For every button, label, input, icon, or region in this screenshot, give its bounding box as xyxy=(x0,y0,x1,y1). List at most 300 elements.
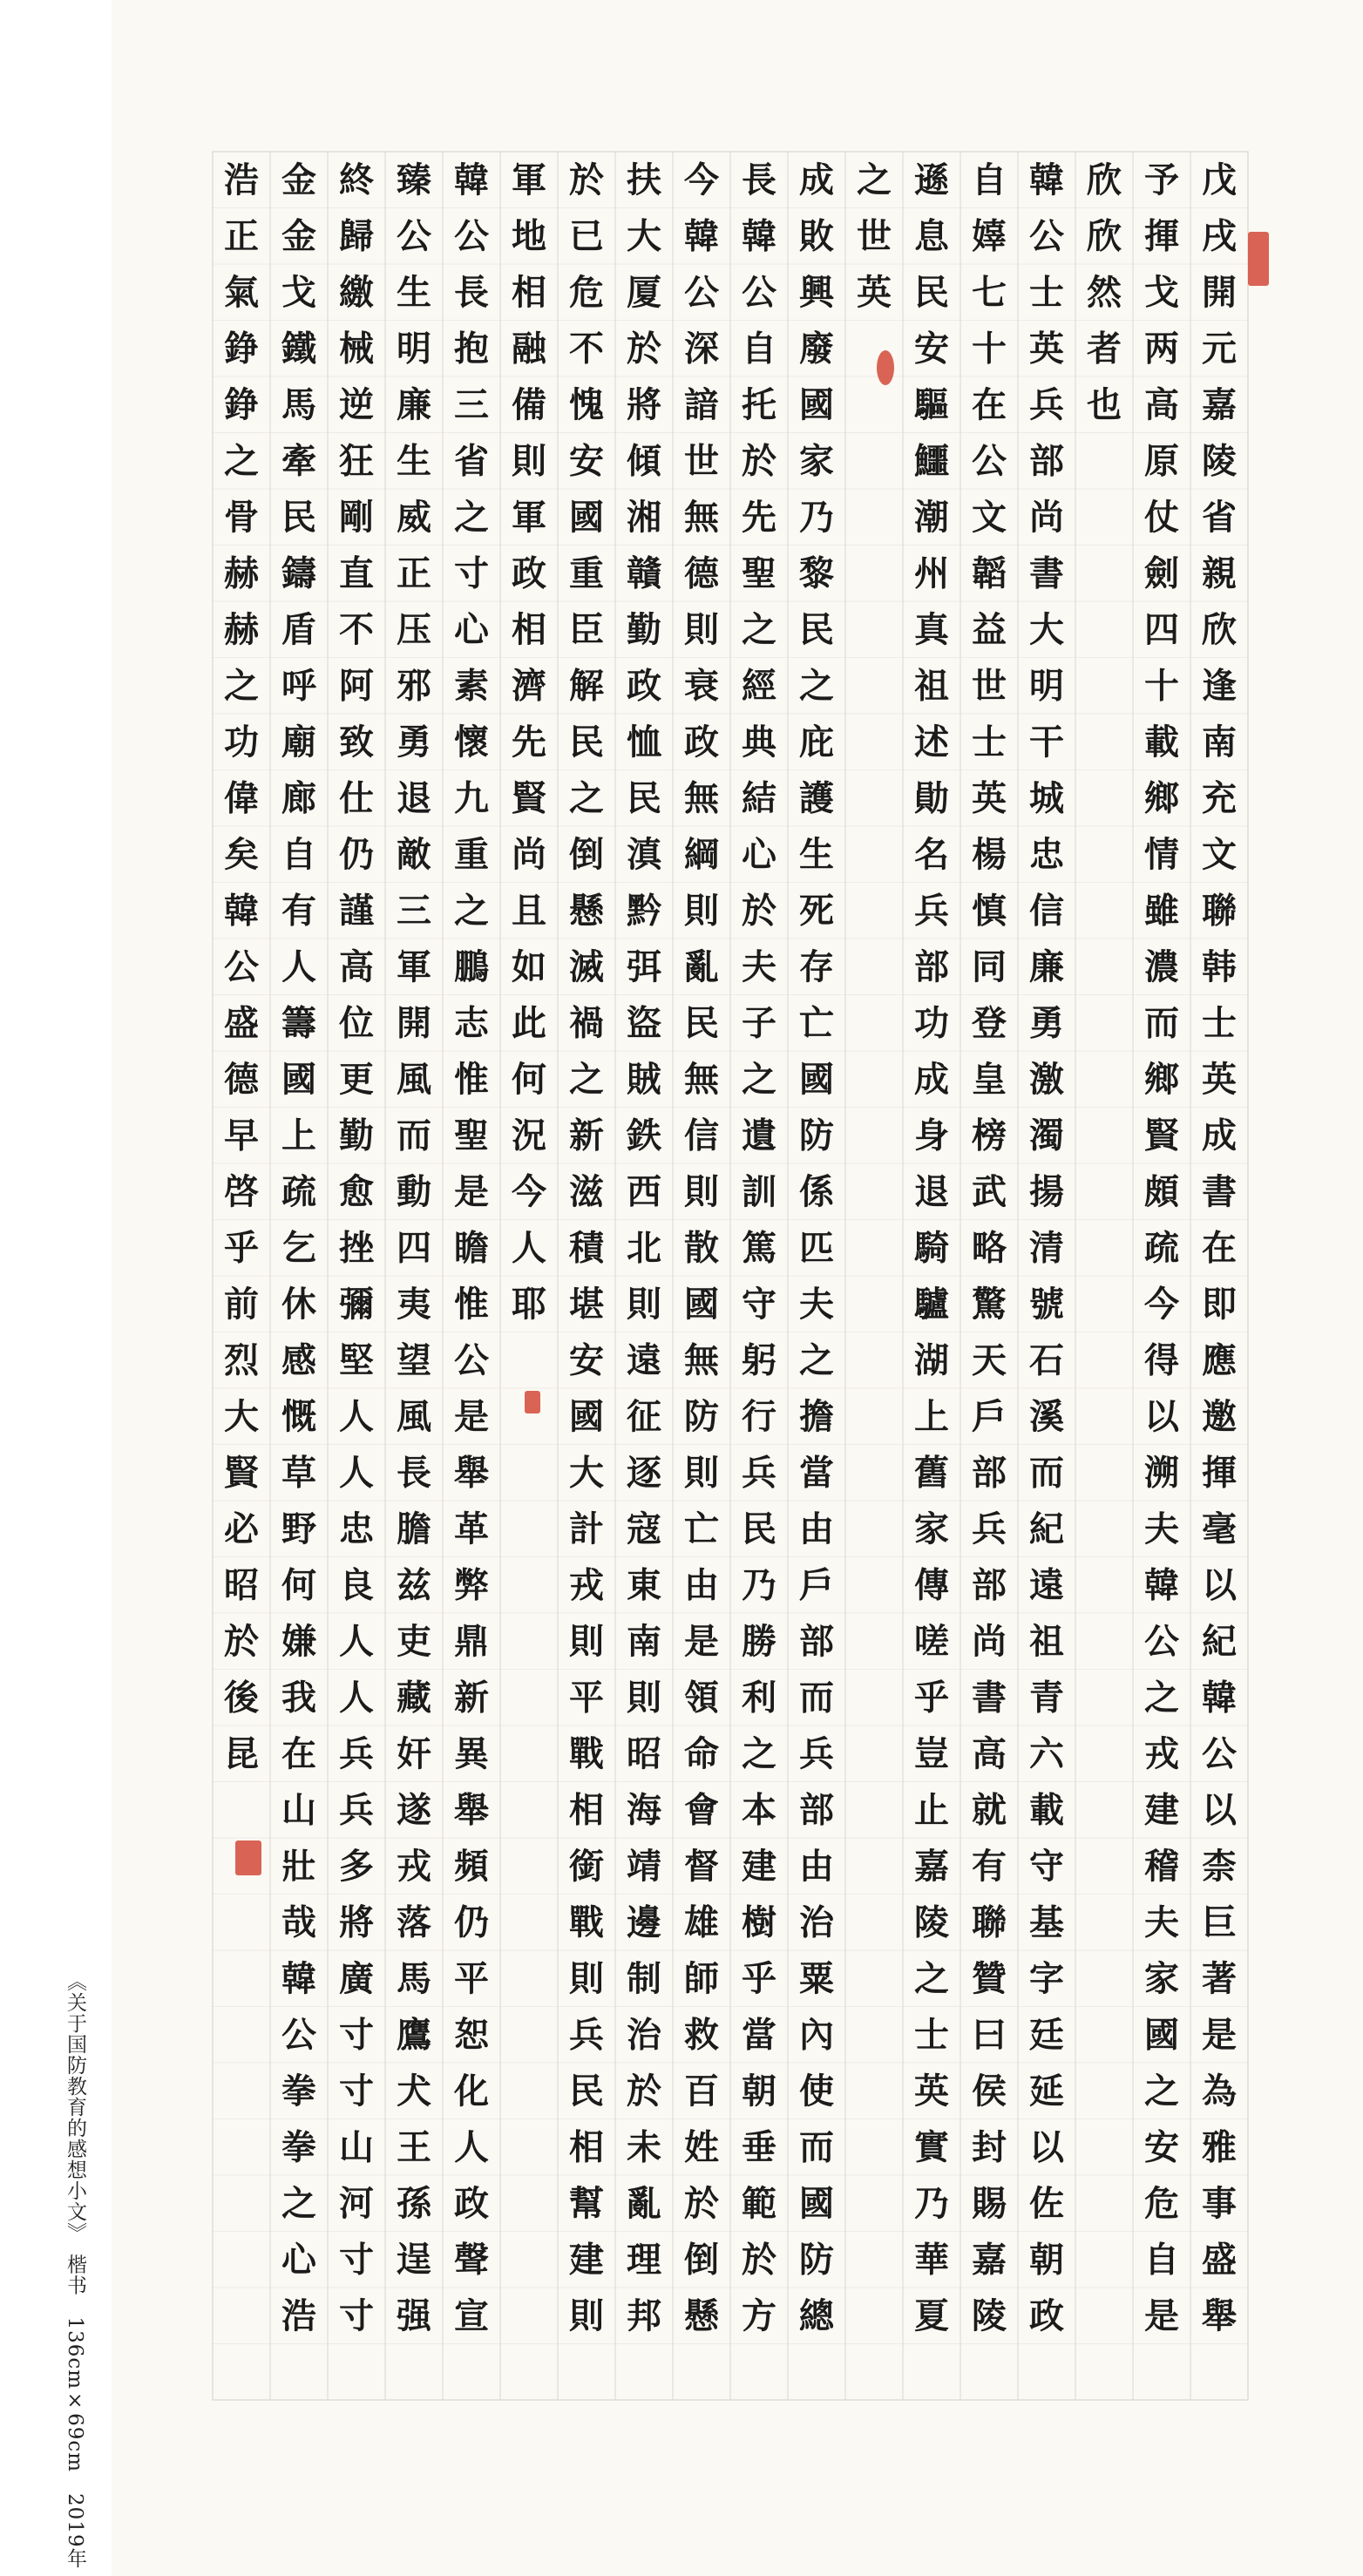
calligraphy-character: 述 xyxy=(914,721,949,763)
calligraphy-character: 韓 xyxy=(742,215,776,257)
calligraphy-character: 融 xyxy=(512,328,546,369)
calligraphy-character: 於 xyxy=(627,328,661,369)
calligraphy-character: 早 xyxy=(224,1115,259,1156)
calligraphy-character: 西 xyxy=(627,1170,661,1212)
calligraphy-character: 偉 xyxy=(224,777,259,819)
calligraphy-character: 寸 xyxy=(339,2070,374,2112)
calligraphy-character: 綱 xyxy=(684,833,719,875)
calligraphy-character: 相 xyxy=(512,608,546,650)
calligraphy-character: 而 xyxy=(397,1115,431,1156)
calligraphy-character: 賢 xyxy=(1144,1115,1179,1156)
calligraphy-character: 繳 xyxy=(339,271,374,313)
calligraphy-character: 政 xyxy=(454,2182,489,2224)
calligraphy-character: 平 xyxy=(569,1677,604,1718)
calligraphy-character: 止 xyxy=(914,1789,949,1831)
calligraphy-character: 利 xyxy=(742,1677,776,1718)
calligraphy-character: 陵 xyxy=(1202,440,1237,482)
calligraphy-character: 平 xyxy=(454,1957,489,1999)
calligraphy-character: 以 xyxy=(1202,1789,1237,1831)
calligraphy-character: 狂 xyxy=(339,440,374,482)
calligraphy-character: 何 xyxy=(512,1058,546,1100)
calligraphy-character: 終 xyxy=(339,159,374,200)
calligraphy-character: 两 xyxy=(1144,328,1179,369)
calligraphy-character: 邀 xyxy=(1202,1395,1237,1437)
calligraphy-character: 之 xyxy=(742,1058,776,1100)
calligraphy-character: 亡 xyxy=(684,1508,719,1549)
calligraphy-character: 矣 xyxy=(224,833,259,875)
calligraphy-character: 疏 xyxy=(281,1170,316,1212)
calligraphy-character: 之 xyxy=(454,496,489,538)
calligraphy-character: 仕 xyxy=(339,777,374,819)
calligraphy-character: 山 xyxy=(339,2126,374,2168)
calligraphy-character: 禍 xyxy=(569,1002,604,1044)
calligraphy-character: 人 xyxy=(339,1620,374,1662)
calligraphy-character: 聲 xyxy=(454,2239,489,2281)
calligraphy-character: 兵 xyxy=(339,1789,374,1831)
calligraphy-character: 謹 xyxy=(339,890,374,932)
calligraphy-character: 乎 xyxy=(914,1677,949,1718)
calligraphy-character: 托 xyxy=(742,383,776,425)
calligraphy-character: 吏 xyxy=(397,1620,431,1662)
calligraphy-character: 揮 xyxy=(1202,1452,1237,1494)
calligraphy-character: 海 xyxy=(627,1789,661,1831)
calligraphy-character: 公 xyxy=(224,946,259,987)
calligraphy-character: 遠 xyxy=(1029,1564,1064,1606)
calligraphy-character: 係 xyxy=(799,1170,834,1212)
calligraphy-character: 鷹 xyxy=(397,2014,431,2056)
calligraphy-character: 者 xyxy=(1087,328,1122,369)
calligraphy-character: 是 xyxy=(1144,2295,1179,2336)
calligraphy-character: 黎 xyxy=(799,552,834,594)
calligraphy-character: 驚 xyxy=(972,1283,1007,1325)
calligraphy-character: 北 xyxy=(627,1227,661,1269)
calligraphy-character: 名 xyxy=(914,833,949,875)
calligraphy-character: 湖 xyxy=(914,1339,949,1381)
calligraphy-character: 奸 xyxy=(397,1732,431,1774)
calligraphy-character: 威 xyxy=(397,496,431,538)
calligraphy-character: 士 xyxy=(1029,271,1064,313)
calligraphy-character: 敵 xyxy=(397,833,431,875)
calligraphy-character: 志 xyxy=(454,1002,489,1044)
calligraphy-character: 舉 xyxy=(454,1452,489,1494)
calligraphy-character: 七 xyxy=(972,271,1007,313)
calligraphy-character: 山 xyxy=(281,1789,316,1831)
calligraphy-character: 四 xyxy=(397,1227,431,1269)
calligraphy-character: 勛 xyxy=(914,777,949,819)
calligraphy-character: 得 xyxy=(1144,1339,1179,1381)
calligraphy-character: 挫 xyxy=(339,1227,374,1269)
calligraphy-character: 大 xyxy=(1029,608,1064,650)
calligraphy-character: 相 xyxy=(569,2126,604,2168)
artwork-caption: 《关于国防教育的感想小文》 楷书 136cm×69cm 2019年 xyxy=(64,1971,86,2569)
calligraphy-character: 子 xyxy=(742,1002,776,1044)
calligraphy-character: 部 xyxy=(972,1564,1007,1606)
calligraphy-character: 重 xyxy=(454,833,489,875)
calligraphy-character: 兵 xyxy=(569,2014,604,2056)
calligraphy-character: 孫 xyxy=(397,2182,431,2224)
calligraphy-character: 氣 xyxy=(224,271,259,313)
calligraphy-character: 世 xyxy=(857,215,892,257)
calligraphy-character: 新 xyxy=(454,1677,489,1718)
calligraphy-character: 英 xyxy=(1202,1058,1237,1100)
calligraphy-character: 嘉 xyxy=(972,2239,1007,2281)
calligraphy-character: 必 xyxy=(224,1508,259,1549)
calligraphy-character: 之 xyxy=(742,1732,776,1774)
calligraphy-character: 河 xyxy=(339,2182,374,2224)
calligraphy-character: 三 xyxy=(454,383,489,425)
calligraphy-character: 遜 xyxy=(914,159,949,200)
calligraphy-character: 鐵 xyxy=(281,328,316,369)
calligraphy-character: 相 xyxy=(512,271,546,313)
calligraphy-character: 压 xyxy=(397,608,431,650)
calligraphy-character: 於 xyxy=(742,890,776,932)
calligraphy-character: 良 xyxy=(339,1564,374,1606)
calligraphy-character: 揚 xyxy=(1029,1170,1064,1212)
calligraphy-character: 疏 xyxy=(1144,1227,1179,1269)
calligraphy-character: 韓 xyxy=(684,215,719,257)
calligraphy-character: 戶 xyxy=(972,1395,1007,1437)
calligraphy-character: 錚 xyxy=(224,328,259,369)
calligraphy-character: 公 xyxy=(684,271,719,313)
calligraphy-character: 成 xyxy=(1202,1115,1237,1156)
calligraphy-character: 退 xyxy=(914,1170,949,1212)
calligraphy-character: 厦 xyxy=(627,271,661,313)
calligraphy-character: 國 xyxy=(569,1395,604,1437)
calligraphy-character: 散 xyxy=(684,1227,719,1269)
calligraphy-character: 昭 xyxy=(224,1564,259,1606)
calligraphy-character: 存 xyxy=(799,946,834,987)
calligraphy-character: 高 xyxy=(339,946,374,987)
calligraphy-character: 生 xyxy=(799,833,834,875)
calligraphy-character: 然 xyxy=(1087,271,1122,313)
calligraphy-character: 新 xyxy=(569,1115,604,1156)
calligraphy-character: 賜 xyxy=(972,2182,1007,2224)
calligraphy-character: 逞 xyxy=(397,2239,431,2281)
calligraphy-character: 使 xyxy=(799,2070,834,2112)
calligraphy-character: 溯 xyxy=(1144,1452,1179,1494)
calligraphy-character: 風 xyxy=(397,1395,431,1437)
calligraphy-character: 省 xyxy=(1202,496,1237,538)
calligraphy-character: 如 xyxy=(512,946,546,987)
calligraphy-character: 青 xyxy=(1029,1677,1064,1718)
calligraphy-character: 乞 xyxy=(281,1227,316,1269)
calligraphy-character: 百 xyxy=(684,2070,719,2112)
calligraphy-character: 聖 xyxy=(454,1115,489,1156)
calligraphy-character: 鄉 xyxy=(1144,1058,1179,1100)
calligraphy-character: 城 xyxy=(1029,777,1064,819)
calligraphy-character: 退 xyxy=(397,777,431,819)
calligraphy-character: 頗 xyxy=(1144,1170,1179,1212)
calligraphy-character: 今 xyxy=(512,1170,546,1212)
calligraphy-character: 欣 xyxy=(1087,159,1122,200)
calligraphy-character: 安 xyxy=(914,328,949,369)
calligraphy-character: 治 xyxy=(627,2014,661,2056)
calligraphy-character: 赫 xyxy=(224,608,259,650)
calligraphy-character: 大 xyxy=(569,1452,604,1494)
calligraphy-character: 遠 xyxy=(627,1339,661,1381)
calligraphy-character: 樹 xyxy=(742,1901,776,1943)
calligraphy-character: 危 xyxy=(1144,2182,1179,2224)
calligraphy-character: 乃 xyxy=(799,496,834,538)
calligraphy-character: 韩 xyxy=(1202,946,1237,987)
calligraphy-character: 內 xyxy=(799,2014,834,2056)
calligraphy-character: 自 xyxy=(281,833,316,875)
calligraphy-character: 是 xyxy=(1202,2014,1237,2056)
calligraphy-character: 充 xyxy=(1202,777,1237,819)
calligraphy-character: 逐 xyxy=(627,1452,661,1494)
calligraphy-character: 浩 xyxy=(281,2295,316,2336)
calligraphy-character: 訓 xyxy=(742,1170,776,1212)
calligraphy-character: 乎 xyxy=(742,1957,776,1999)
calligraphy-character: 而 xyxy=(799,2126,834,2168)
calligraphy-character: 寇 xyxy=(627,1508,661,1549)
calligraphy-character: 廢 xyxy=(799,328,834,369)
calligraphy-character: 號 xyxy=(1029,1283,1064,1325)
calligraphy-character: 行 xyxy=(742,1395,776,1437)
calligraphy-character: 世 xyxy=(972,665,1007,707)
calligraphy-character: 德 xyxy=(684,552,719,594)
calligraphy-character: 人 xyxy=(339,1452,374,1494)
calligraphy-character: 建 xyxy=(569,2239,604,2281)
calligraphy-character: 長 xyxy=(742,159,776,200)
calligraphy-character: 篤 xyxy=(742,1227,776,1269)
calligraphy-character: 稽 xyxy=(1144,1845,1179,1887)
calligraphy-character: 贛 xyxy=(627,552,661,594)
calligraphy-character: 亡 xyxy=(799,1002,834,1044)
calligraphy-character: 將 xyxy=(627,383,661,425)
calligraphy-character: 州 xyxy=(914,552,949,594)
calligraphy-character: 於 xyxy=(742,2239,776,2281)
calligraphy-character: 師 xyxy=(684,1957,719,1999)
calligraphy-character: 廊 xyxy=(281,777,316,819)
calligraphy-character: 盛 xyxy=(224,1002,259,1044)
calligraphy-character: 諳 xyxy=(684,383,719,425)
calligraphy-character: 潮 xyxy=(914,496,949,538)
calligraphy-character: 征 xyxy=(627,1395,661,1437)
calligraphy-character: 惟 xyxy=(454,1283,489,1325)
calligraphy-character: 國 xyxy=(799,383,834,425)
calligraphy-character: 自 xyxy=(742,328,776,369)
calligraphy-character: 兵 xyxy=(799,1732,834,1774)
calligraphy-character: 舉 xyxy=(454,1789,489,1831)
calligraphy-character: 護 xyxy=(799,777,834,819)
calligraphy-character: 之 xyxy=(281,2182,316,2224)
calligraphy-character: 著 xyxy=(1202,1957,1237,1999)
calligraphy-character: 滋 xyxy=(569,1170,604,1212)
calligraphy-character: 明 xyxy=(1029,665,1064,707)
calligraphy-character: 則 xyxy=(684,1452,719,1494)
calligraphy-character: 戎 xyxy=(1144,1732,1179,1774)
calligraphy-character: 之 xyxy=(914,1957,949,1999)
calligraphy-character: 自 xyxy=(1144,2239,1179,2281)
calligraphy-character: 戌 xyxy=(1202,215,1237,257)
calligraphy-character: 親 xyxy=(1202,552,1237,594)
calligraphy-character: 英 xyxy=(914,2070,949,2112)
calligraphy-character: 廟 xyxy=(281,721,316,763)
calligraphy-character: 乃 xyxy=(914,2182,949,2224)
calligraphy-character: 士 xyxy=(914,2014,949,2056)
calligraphy-character: 人 xyxy=(339,1677,374,1718)
calligraphy-character: 民 xyxy=(914,271,949,313)
calligraphy-character: 軍 xyxy=(397,946,431,987)
calligraphy-character: 未 xyxy=(627,2126,661,2168)
calligraphy-character: 部 xyxy=(1029,440,1064,482)
calligraphy-character: 烈 xyxy=(224,1339,259,1381)
calligraphy-character: 基 xyxy=(1029,1901,1064,1943)
calligraphy-character: 政 xyxy=(684,721,719,763)
calligraphy-character: 家 xyxy=(1144,1957,1179,1999)
calligraphy-character: 石 xyxy=(1029,1339,1064,1381)
calligraphy-character: 建 xyxy=(1144,1789,1179,1831)
calligraphy-character: 民 xyxy=(684,1002,719,1044)
calligraphy-character: 草 xyxy=(281,1452,316,1494)
calligraphy-character: 仍 xyxy=(339,833,374,875)
calligraphy-character: 激 xyxy=(1029,1058,1064,1100)
calligraphy-character: 賢 xyxy=(512,777,546,819)
calligraphy-character: 劍 xyxy=(1144,552,1179,594)
calligraphy-character: 心 xyxy=(281,2239,316,2281)
calligraphy-character: 開 xyxy=(397,1002,431,1044)
calligraphy-character: 王 xyxy=(397,2126,431,2168)
calligraphy-character: 英 xyxy=(1029,328,1064,369)
calligraphy-character: 在 xyxy=(972,383,1007,425)
calligraphy-character: 建 xyxy=(742,1845,776,1887)
calligraphy-character: 國 xyxy=(281,1058,316,1100)
calligraphy-character: 愈 xyxy=(339,1170,374,1212)
calligraphy-character: 在 xyxy=(281,1732,316,1774)
calligraphy-character: 敗 xyxy=(799,215,834,257)
calligraphy-character: 先 xyxy=(512,721,546,763)
calligraphy-character: 士 xyxy=(972,721,1007,763)
calligraphy-character: 直 xyxy=(339,552,374,594)
calligraphy-character: 書 xyxy=(1202,1170,1237,1212)
calligraphy-character: 益 xyxy=(972,608,1007,650)
calligraphy-character: 瞻 xyxy=(454,1227,489,1269)
calligraphy-character: 今 xyxy=(684,159,719,200)
calligraphy-character: 韓 xyxy=(224,890,259,932)
calligraphy-character: 祖 xyxy=(914,665,949,707)
calligraphy-character: 先 xyxy=(742,496,776,538)
calligraphy-character: 溪 xyxy=(1029,1395,1064,1437)
calligraphy-character: 寸 xyxy=(339,2295,374,2336)
calligraphy-character: 鉄 xyxy=(627,1115,661,1156)
calligraphy-character: 政 xyxy=(512,552,546,594)
calligraphy-character: 當 xyxy=(742,2014,776,2056)
calligraphy-character: 巨 xyxy=(1202,1901,1237,1943)
seal-stamp-top-right xyxy=(1248,232,1269,286)
calligraphy-character: 傾 xyxy=(627,440,661,482)
calligraphy-character: 赫 xyxy=(224,552,259,594)
calligraphy-character: 寸 xyxy=(454,552,489,594)
calligraphy-character: 尚 xyxy=(1029,496,1064,538)
calligraphy-character: 華 xyxy=(914,2239,949,2281)
calligraphy-character: 民 xyxy=(627,777,661,819)
calligraphy-character: 陵 xyxy=(972,2295,1007,2336)
calligraphy-character: 人 xyxy=(281,946,316,987)
calligraphy-character: 以 xyxy=(1144,1395,1179,1437)
calligraphy-character: 之 xyxy=(1144,2070,1179,2112)
calligraphy-character: 欣 xyxy=(1202,608,1237,650)
calligraphy-character: 嘉 xyxy=(914,1845,949,1887)
calligraphy-character: 無 xyxy=(684,1339,719,1381)
seal-stamp-bottom-left xyxy=(235,1840,261,1875)
calligraphy-character: 鱷 xyxy=(914,440,949,482)
calligraphy-character: 無 xyxy=(684,496,719,538)
calligraphy-character: 之 xyxy=(224,665,259,707)
calligraphy-character: 人 xyxy=(454,2126,489,2168)
calligraphy-character: 國 xyxy=(569,496,604,538)
calligraphy-character: 世 xyxy=(684,440,719,482)
calligraphy-character: 懸 xyxy=(684,2295,719,2336)
calligraphy-character: 備 xyxy=(512,383,546,425)
calligraphy-character: 此 xyxy=(512,1002,546,1044)
calligraphy-character: 部 xyxy=(799,1620,834,1662)
calligraphy-character: 戰 xyxy=(569,1732,604,1774)
calligraphy-character: 公 xyxy=(397,215,431,257)
calligraphy-character: 十 xyxy=(1144,665,1179,707)
calligraphy-character: 人 xyxy=(512,1227,546,1269)
calligraphy-character: 守 xyxy=(1029,1845,1064,1887)
calligraphy-character: 邊 xyxy=(627,1901,661,1943)
calligraphy-character: 休 xyxy=(281,1283,316,1325)
calligraphy-character: 鼎 xyxy=(454,1620,489,1662)
calligraphy-character: 昆 xyxy=(224,1732,259,1774)
calligraphy-character: 盛 xyxy=(1202,2239,1237,2281)
calligraphy-character: 榜 xyxy=(972,1115,1007,1156)
calligraphy-character: 臣 xyxy=(569,608,604,650)
calligraphy-character: 南 xyxy=(1202,721,1237,763)
calligraphy-character: 聯 xyxy=(972,1901,1007,1943)
calligraphy-character: 贊 xyxy=(972,1957,1007,1999)
calligraphy-character: 武 xyxy=(972,1170,1007,1212)
calligraphy-character: 雖 xyxy=(1144,890,1179,932)
calligraphy-character: 雄 xyxy=(684,1901,719,1943)
calligraphy-character: 韓 xyxy=(1202,1677,1237,1718)
calligraphy-character: 則 xyxy=(684,890,719,932)
calligraphy-character: 仗 xyxy=(1144,496,1179,538)
calligraphy-character: 盾 xyxy=(281,608,316,650)
calligraphy-character: 於 xyxy=(742,440,776,482)
calligraphy-character: 垂 xyxy=(742,2126,776,2168)
calligraphy-character: 是 xyxy=(454,1170,489,1212)
calligraphy-character: 不 xyxy=(569,328,604,369)
calligraphy-character: 安 xyxy=(569,1339,604,1381)
calligraphy-character: 戈 xyxy=(1144,271,1179,313)
calligraphy-character: 抱 xyxy=(454,328,489,369)
calligraphy-character: 戰 xyxy=(569,1901,604,1943)
calligraphy-character: 尚 xyxy=(972,1620,1007,1662)
calligraphy-character: 忠 xyxy=(339,1508,374,1549)
calligraphy-character: 則 xyxy=(684,1170,719,1212)
calligraphy-character: 紀 xyxy=(1029,1508,1064,1549)
calligraphy-character: 興 xyxy=(799,271,834,313)
calligraphy-character: 躬 xyxy=(742,1339,776,1381)
calligraphy-character: 而 xyxy=(799,1677,834,1718)
calligraphy-character: 士 xyxy=(1202,1002,1237,1044)
calligraphy-character: 我 xyxy=(281,1677,316,1718)
calligraphy-character: 慨 xyxy=(281,1395,316,1437)
calligraphy-character: 位 xyxy=(339,1002,374,1044)
calligraphy-character: 賢 xyxy=(224,1452,259,1494)
calligraphy-character: 則 xyxy=(569,1620,604,1662)
calligraphy-character: 治 xyxy=(799,1901,834,1943)
calligraphy-character: 朝 xyxy=(742,2070,776,2112)
calligraphy-character: 强 xyxy=(397,2295,431,2336)
calligraphy-character: 是 xyxy=(684,1620,719,1662)
calligraphy-character: 韓 xyxy=(1144,1564,1179,1606)
calligraphy-character: 逆 xyxy=(339,383,374,425)
calligraphy-character: 成 xyxy=(799,159,834,200)
